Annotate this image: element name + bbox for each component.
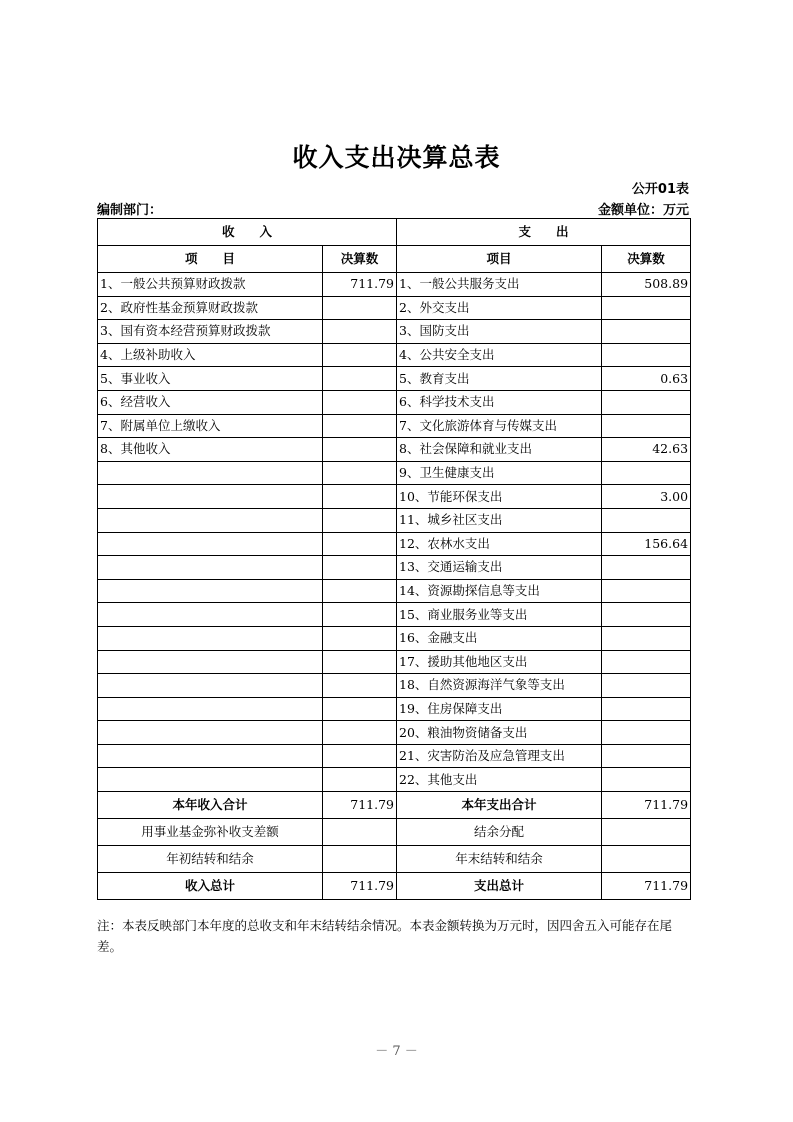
summary-row	[98, 819, 691, 846]
summary-expense-item: 本年支出合计	[397, 792, 602, 819]
col-income-amount: 决算数	[323, 246, 397, 273]
expense-amount	[602, 390, 691, 414]
expense-amount	[602, 320, 691, 344]
summary-income-amount: 711.79	[323, 873, 397, 900]
expense-item: 20、粮油物资储备支出	[397, 721, 602, 745]
expense-item: 18、自然资源海洋气象等支出	[397, 674, 602, 698]
expense-amount	[602, 343, 691, 367]
expense-amount	[602, 296, 691, 320]
income-amount	[323, 343, 397, 367]
col-income-item: 项 目	[98, 246, 323, 273]
table-row	[98, 603, 691, 627]
income-amount	[323, 556, 397, 580]
income-item	[98, 650, 323, 674]
expense-amount	[602, 697, 691, 721]
income-amount	[323, 296, 397, 320]
income-item: 6、经营收入	[98, 390, 323, 414]
summary-income-amount: 711.79	[323, 792, 397, 819]
income-item	[98, 532, 323, 556]
income-amount	[323, 461, 397, 485]
summary-income-item: 用事业基金弥补收支差额	[98, 819, 323, 846]
expense-item: 11、城乡社区支出	[397, 508, 602, 532]
col-expense-amount: 决算数	[602, 246, 691, 273]
income-item	[98, 768, 323, 792]
table-row	[98, 721, 691, 745]
expense-amount: 156.64	[602, 532, 691, 556]
income-item: 3、国有资本经营预算财政拨款	[98, 320, 323, 344]
expense-item: 4、公共安全支出	[397, 343, 602, 367]
income-expense-table	[97, 218, 691, 900]
table-row	[98, 508, 691, 532]
summary-income-item: 年初结转和结余	[98, 846, 323, 873]
expense-item: 16、金融支出	[397, 626, 602, 650]
table-column-header-row	[98, 246, 691, 273]
expense-item: 19、住房保障支出	[397, 697, 602, 721]
expense-amount	[602, 674, 691, 698]
expense-amount: 42.63	[602, 438, 691, 462]
summary-row	[98, 846, 691, 873]
expense-amount	[602, 650, 691, 674]
table-section-header-row	[98, 219, 691, 246]
income-item	[98, 697, 323, 721]
expense-item: 14、资源勘探信息等支出	[397, 579, 602, 603]
income-amount	[323, 697, 397, 721]
table-row	[98, 579, 691, 603]
expense-item: 3、国防支出	[397, 320, 602, 344]
income-item	[98, 674, 323, 698]
table-row	[98, 697, 691, 721]
table-row	[98, 768, 691, 792]
income-item	[98, 485, 323, 509]
summary-expense-amount: 711.79	[602, 792, 691, 819]
expense-amount	[602, 626, 691, 650]
income-amount	[323, 579, 397, 603]
income-amount	[323, 508, 397, 532]
income-item	[98, 508, 323, 532]
expense-item: 1、一般公共服务支出	[397, 273, 602, 297]
summary-expense-item: 支出总计	[397, 873, 602, 900]
page-title: 收入支出决算总表	[292, 143, 501, 172]
summary-income-amount	[323, 819, 397, 846]
table-row	[98, 320, 691, 344]
summary-expense-amount	[602, 819, 691, 846]
expense-item: 2、外交支出	[397, 296, 602, 320]
expense-item: 13、交通运输支出	[397, 556, 602, 580]
income-amount	[323, 367, 397, 391]
expense-amount	[602, 721, 691, 745]
expense-item: 21、灾害防治及应急管理支出	[397, 744, 602, 768]
summary-expense-item: 年末结转和结余	[397, 846, 602, 873]
summary-row	[98, 792, 691, 819]
unit-label: 金额单位：万元	[597, 203, 689, 218]
footnote: 注：本表反映部门本年度的总收支和年末结转结余情况。本表金额转换为万元时，因四舍五入可能存在尾差。	[97, 918, 673, 954]
expense-item: 6、科学技术支出	[397, 390, 602, 414]
summary-expense-item: 结余分配	[397, 819, 602, 846]
table-row	[98, 744, 691, 768]
page-number: － 7 －	[375, 1044, 418, 1059]
expense-item: 8、社会保障和就业支出	[397, 438, 602, 462]
income-amount	[323, 532, 397, 556]
expense-amount: 0.63	[602, 367, 691, 391]
income-amount	[323, 390, 397, 414]
income-amount	[323, 320, 397, 344]
table-row	[98, 343, 691, 367]
income-item: 8、其他收入	[98, 438, 323, 462]
income-amount	[323, 485, 397, 509]
expense-item: 5、教育支出	[397, 367, 602, 391]
income-item	[98, 556, 323, 580]
income-item	[98, 579, 323, 603]
expense-amount	[602, 461, 691, 485]
expense-item: 10、节能环保支出	[397, 485, 602, 509]
expense-item: 9、卫生健康支出	[397, 461, 602, 485]
income-item	[98, 626, 323, 650]
income-item: 7、附属单位上缴收入	[98, 414, 323, 438]
income-amount	[323, 603, 397, 627]
table-row	[98, 650, 691, 674]
expense-amount	[602, 768, 691, 792]
income-item: 1、一般公共预算财政拨款	[98, 273, 323, 297]
table-row	[98, 485, 691, 509]
expense-amount	[602, 603, 691, 627]
income-item	[98, 461, 323, 485]
table-row	[98, 414, 691, 438]
expense-item: 22、其他支出	[397, 768, 602, 792]
expense-amount: 508.89	[602, 273, 691, 297]
table-row	[98, 438, 691, 462]
income-item: 5、事业收入	[98, 367, 323, 391]
income-item	[98, 744, 323, 768]
income-amount	[323, 626, 397, 650]
department-label: 编制部门：	[97, 203, 163, 218]
income-item: 2、政府性基金预算财政拨款	[98, 296, 323, 320]
table-row	[98, 296, 691, 320]
income-amount	[323, 438, 397, 462]
table-row	[98, 273, 691, 297]
table-row	[98, 556, 691, 580]
income-item	[98, 721, 323, 745]
income-amount	[323, 768, 397, 792]
income-amount	[323, 674, 397, 698]
table-row	[98, 461, 691, 485]
expense-item: 17、援助其他地区支出	[397, 650, 602, 674]
income-amount	[323, 744, 397, 768]
table-row	[98, 626, 691, 650]
income-item	[98, 603, 323, 627]
expense-amount	[602, 508, 691, 532]
col-expense-item: 项目	[397, 246, 602, 273]
table-row	[98, 367, 691, 391]
expense-amount: 3.00	[602, 485, 691, 509]
summary-income-amount	[323, 846, 397, 873]
table-row	[98, 532, 691, 556]
summary-income-item: 本年收入合计	[98, 792, 323, 819]
table-number: 公开01表	[631, 182, 689, 197]
income-header: 收 入	[98, 219, 397, 246]
income-amount	[323, 414, 397, 438]
expense-amount	[602, 579, 691, 603]
expense-amount	[602, 744, 691, 768]
summary-expense-amount: 711.79	[602, 873, 691, 900]
expense-item: 15、商业服务业等支出	[397, 603, 602, 627]
income-amount: 711.79	[323, 273, 397, 297]
table-row	[98, 390, 691, 414]
summary-expense-amount	[602, 846, 691, 873]
expense-item: 7、文化旅游体育与传媒支出	[397, 414, 602, 438]
expense-header: 支 出	[397, 219, 691, 246]
summary-income-item: 收入总计	[98, 873, 323, 900]
table-row	[98, 674, 691, 698]
expense-amount	[602, 414, 691, 438]
income-item: 4、上级补助收入	[98, 343, 323, 367]
expense-amount	[602, 556, 691, 580]
income-amount	[323, 721, 397, 745]
summary-row	[98, 873, 691, 900]
expense-item: 12、农林水支出	[397, 532, 602, 556]
income-amount	[323, 650, 397, 674]
